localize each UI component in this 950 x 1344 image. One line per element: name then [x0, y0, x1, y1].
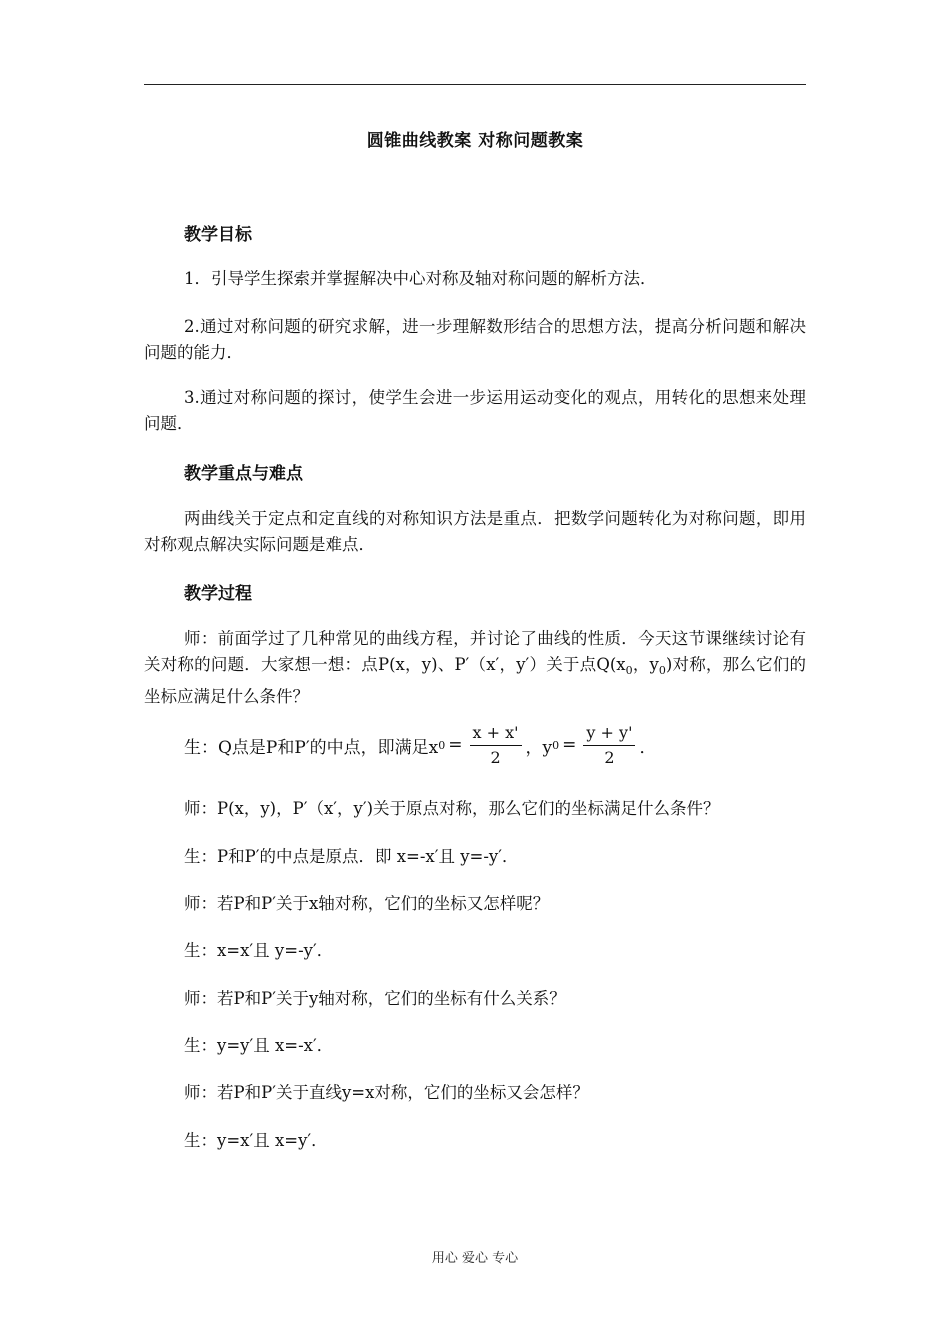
intro-part-b: ，y: [632, 655, 659, 674]
heading-key-points: 教学重点与难点: [184, 464, 303, 484]
dialogue-line: 师：P(x，y)，P′（x′，y′)关于原点对称，那么它们的坐标满足什么条件？: [184, 799, 720, 818]
subscript-zero: 0: [552, 738, 560, 752]
formula-end: ．: [639, 737, 657, 758]
dialogue-line: 师：若P和P′关于y轴对称，它们的坐标有什么关系？: [184, 989, 566, 1008]
document-title: 圆锥曲线教案 对称问题教案: [366, 131, 584, 151]
teacher-intro: [144, 626, 806, 710]
heading-process: 教学过程: [184, 584, 252, 604]
student-midpoint-formula: [184, 718, 656, 772]
fraction-x: [470, 723, 522, 768]
formula-prefix: 生：Q点是P和P′的中点，即满足x: [184, 737, 439, 758]
dialogue-line: 生：x=x′且 y=-y′．: [184, 941, 334, 960]
dialogue-line: 生：y=y′且 x=-x′．: [184, 1036, 334, 1055]
fraction-y: [583, 723, 635, 768]
fraction-x-numerator: x + x': [470, 723, 522, 746]
dialogue-line: 生：y=x′且 x=y′．: [184, 1131, 328, 1150]
heading-goals: 教学目标: [184, 225, 252, 245]
equals-sign: =: [562, 735, 577, 755]
fraction-x-denominator: 2: [490, 747, 501, 767]
subscript-zero: 0: [625, 664, 633, 677]
page-footer: 用心 爱心 专心: [431, 1251, 519, 1266]
subscript-zero: 0: [658, 664, 666, 677]
key-points-text: 两曲线关于定点和定直线的对称知识方法是重点．把数学问题转化为对称问题，即用对称观点解决实际问题是难点．: [144, 509, 806, 554]
goal-3: 3.通过对称问题的探讨，使学生会进一步运用运动变化的观点，用转化的思想来处理问题．: [144, 388, 806, 433]
header-rule: [144, 84, 806, 85]
equals-sign: =: [448, 735, 463, 755]
dialogue-line: 师：若P和P′关于x轴对称，它们的坐标又怎样呢？: [184, 894, 550, 913]
fraction-y-numerator: y + y': [583, 723, 635, 746]
fraction-y-denominator: 2: [604, 747, 615, 767]
goal-2: 2.通过对称问题的研究求解，进一步理解数形结合的思想方法，提高分析问题和解决问题的能力．: [144, 317, 806, 362]
dialogue-line: 生：P和P′的中点是原点．即 x=-x′且 y=-y′．: [184, 847, 519, 866]
intro-part-a: 师：前面学过了几种常见的曲线方程，并讨论了曲线的性质．今天这节课继续讨论有关对称的问题．大家想一想：点P(x，y)、P′（x′，y′）关于点Q(x: [144, 629, 806, 674]
dialogue-line: 师：若P和P′关于直线y=x对称，它们的坐标又会怎样？: [184, 1083, 589, 1102]
intro-part-c: )对称，那么它们的坐标应满足什么条件？: [144, 655, 807, 706]
subscript-zero: 0: [438, 738, 446, 752]
goal-1: 1．引导学生探索并掌握解决中心对称及轴对称问题的解析方法．: [184, 269, 657, 288]
formula-mid: ，y: [525, 737, 553, 758]
